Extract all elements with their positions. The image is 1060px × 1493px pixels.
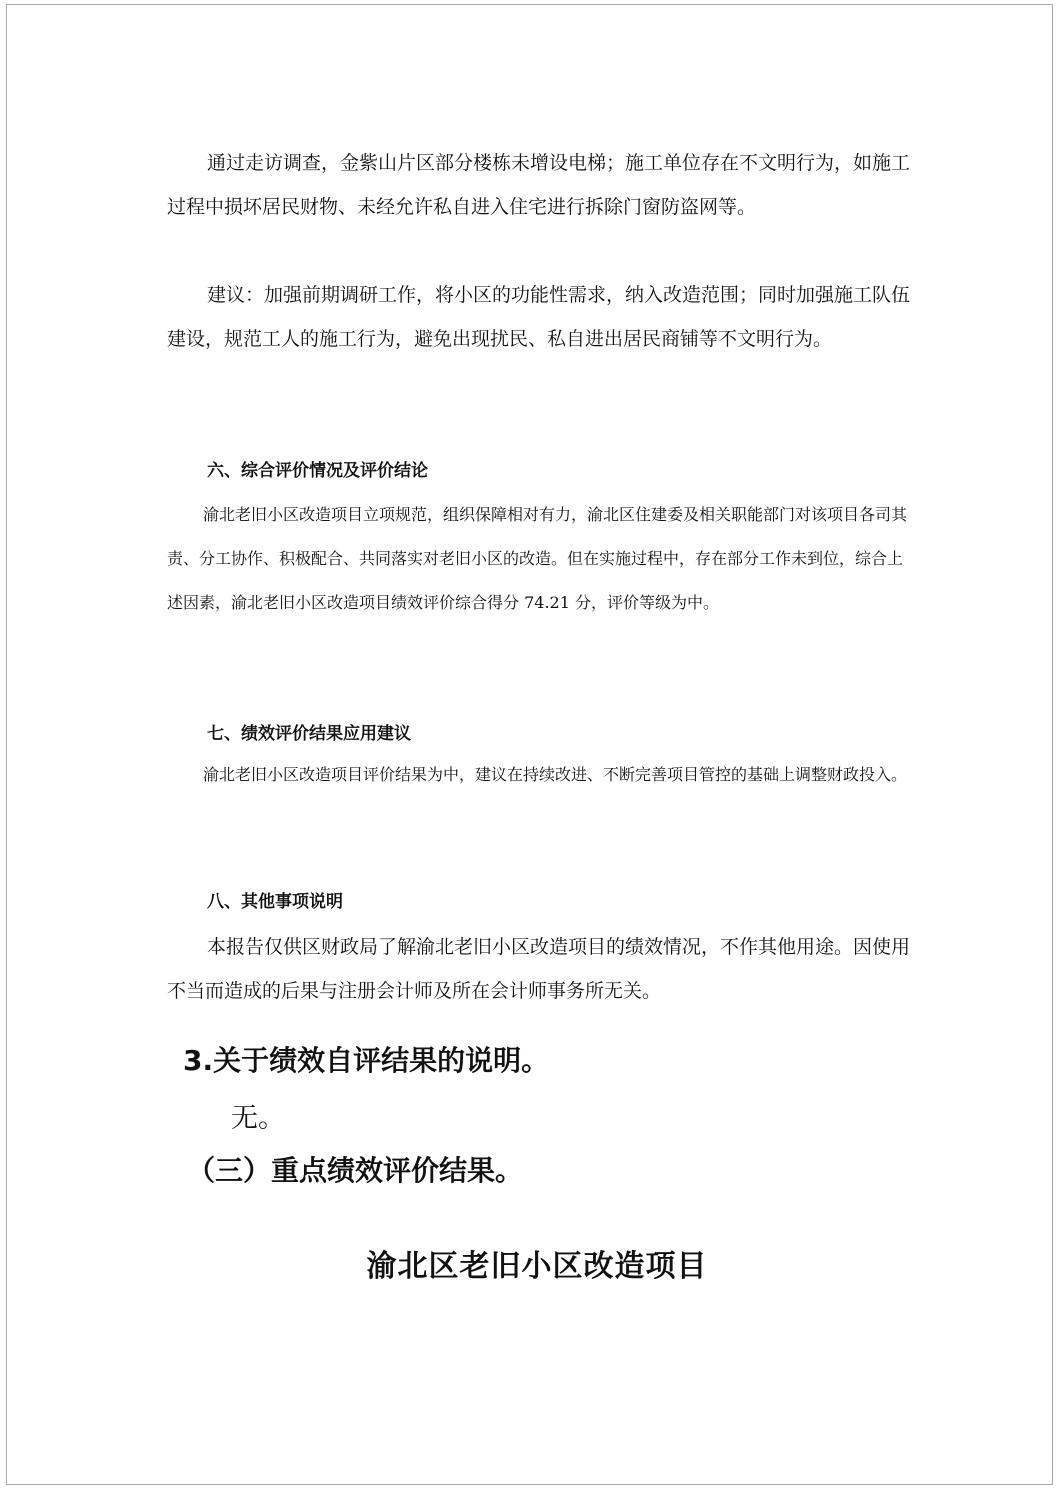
section-6-heading: 六、综合评价情况及评价结论 <box>207 461 428 481</box>
document-page <box>6 4 1053 1485</box>
project-title: 渝北区老旧小区改造项目 <box>366 1249 708 1284</box>
section-8-body: 本报告仅供区财政局了解渝北老旧小区改造项目的绩效情况，不作其他用途。因使用不当而造成的后果与注册会计师及所在会计师事务所无关。 <box>167 936 911 1002</box>
none-text: 无。 <box>231 1103 285 1134</box>
section-8-heading: 八、其他事项说明 <box>207 892 343 912</box>
survey-paragraph: 通过走访调查，金紫山片区部分楼栋未增设电梯；施工单位存在不文明行为，如施工过程中损坏居民财物、未经允许私自进入住宅进行拆除门窗防盗网等。 <box>167 152 911 218</box>
suggestion-paragraph: 建议：加强前期调研工作，将小区的功能性需求，纳入改造范围；同时加强施工队伍建设，规范工人的施工行为，避免出现扰民、私自进出居民商铺等不文明行为。 <box>167 284 911 350</box>
section-7-body: 渝北老旧小区改造项目评价结果为中，建议在持续改进、不断完善项目管控的基础上调整财政投入。 <box>203 765 908 784</box>
heading-key-results: （三）重点绩效评价结果。 <box>187 1154 524 1187</box>
section-6-body: 渝北老旧小区改造项目立项规范，组织保障相对有力，渝北区住建委及相关职能部门对该项目各司其责、分工协作、积极配合、共同落实对老旧小区的改造。但在实施过程中，存在部分工作未到位，综合上述因素，渝北老旧小区改造项目绩效评价综合得分 74.21 分，评价等级为中。 <box>167 505 908 612</box>
section-7-heading: 七、绩效评价结果应用建议 <box>207 724 411 744</box>
heading-3-self-evaluation: 3.关于绩效自评结果的说明。 <box>183 1044 550 1077</box>
